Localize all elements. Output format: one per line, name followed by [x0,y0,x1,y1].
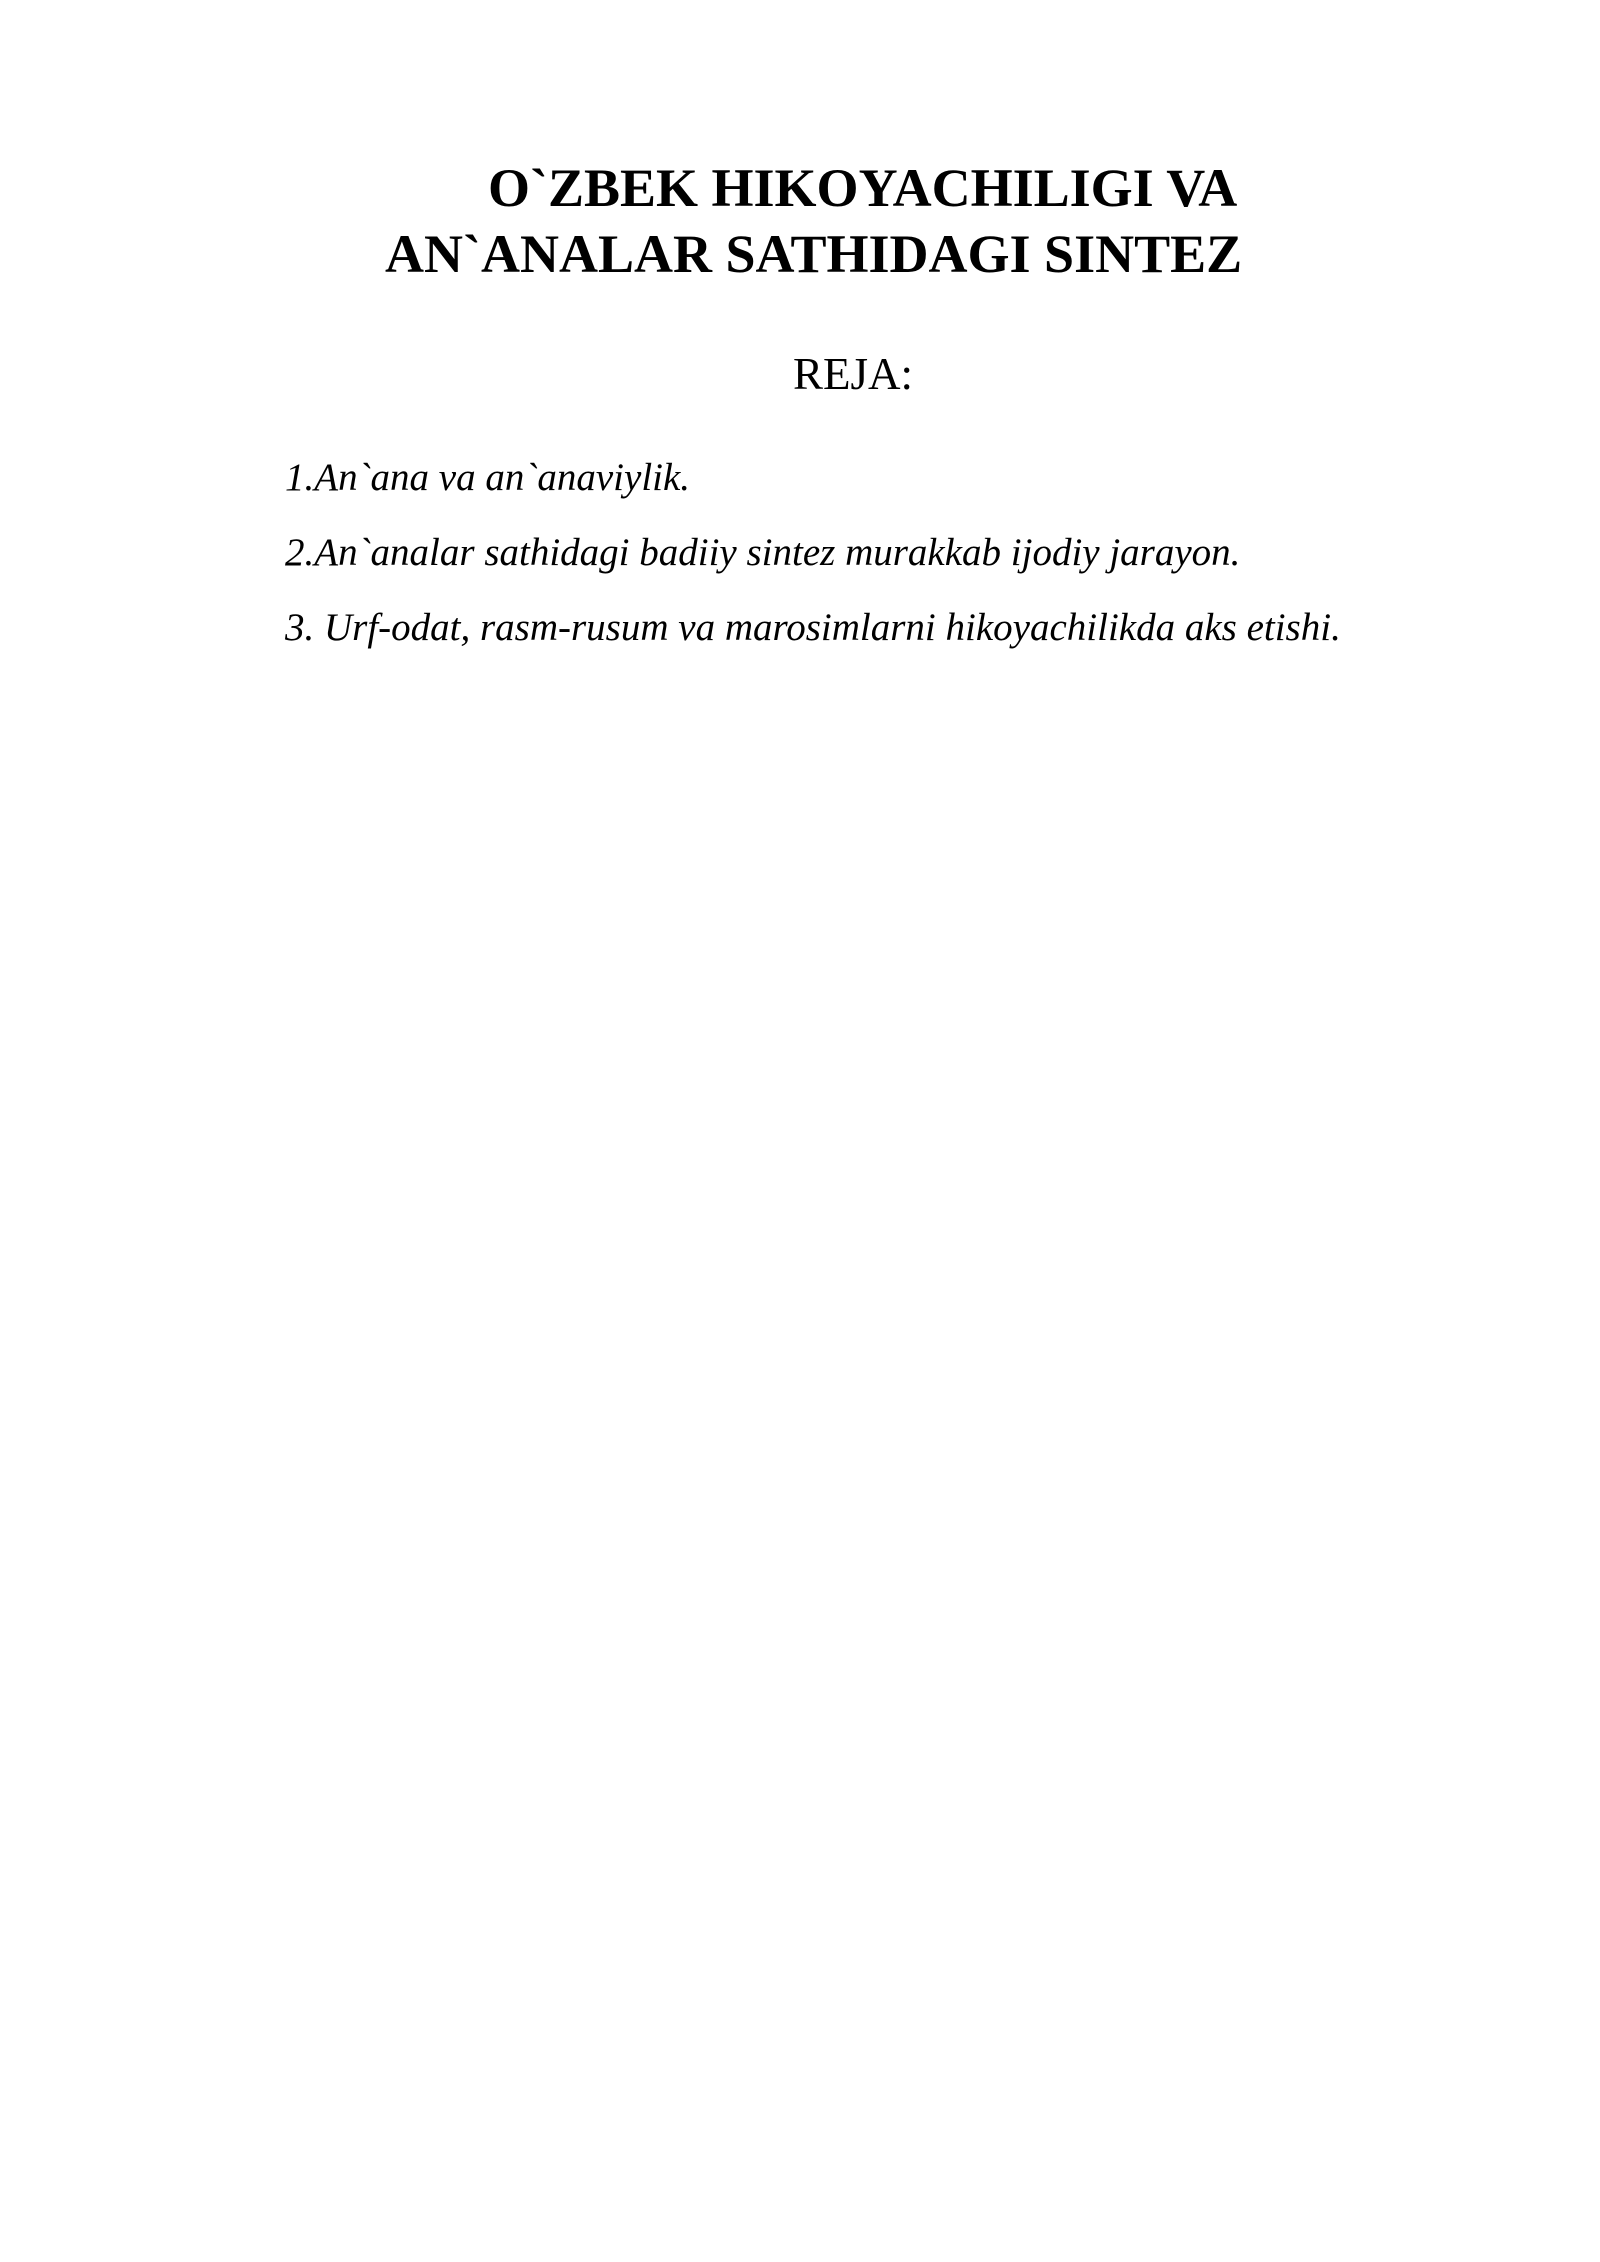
plan-heading-text: REJA: [793,349,914,399]
plan-item: 3. Urf-odat, rasm-rusum va marosimlarni hikoyachilikda aks etishi. [285,606,1341,649]
title-line: O`ZBEK HIKOYACHILIGI VA [488,158,1238,218]
plan-list [285,454,1341,679]
title-line: AN`ANALAR SATHIDAGI SINTEZ [385,224,1243,284]
plan-item: 1.An`ana va an`anaviylik. [285,456,691,499]
plan-item: 2.An`analar sathidagi badiiy sintez murakkab ijodiy jarayon. [285,531,1241,574]
